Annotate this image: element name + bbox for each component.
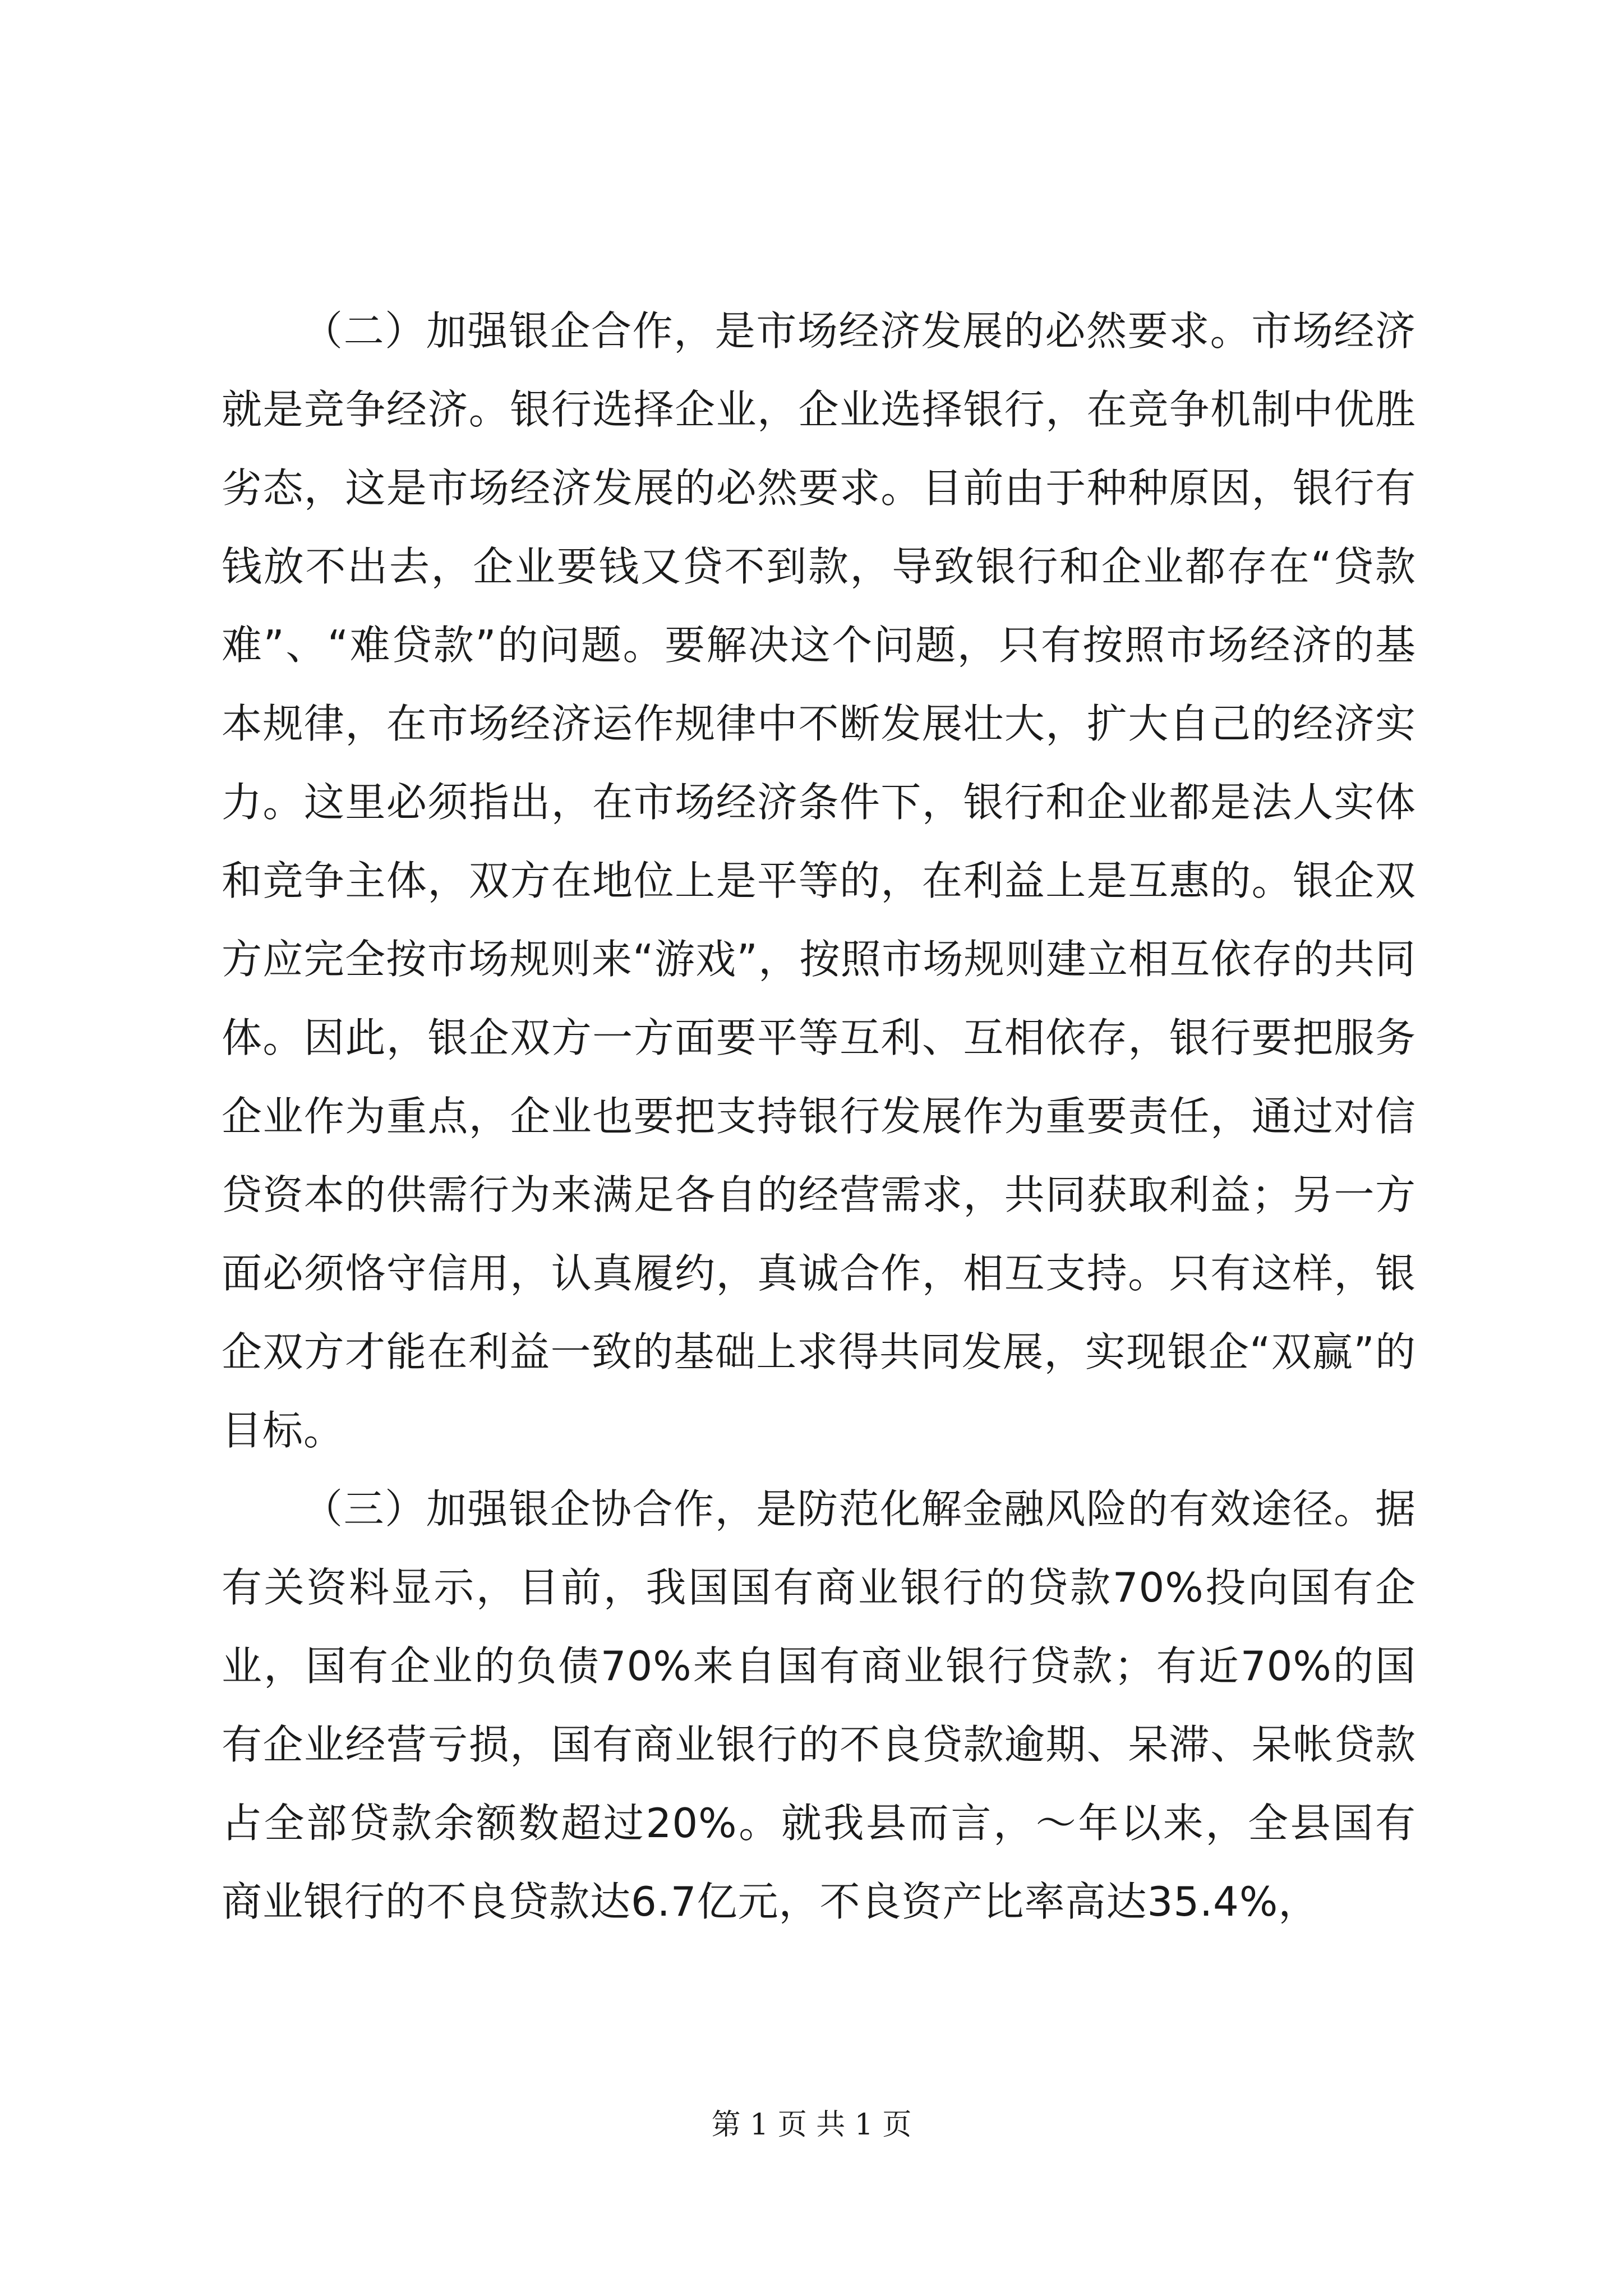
page-footer: 第 1 页 共 1 页 xyxy=(711,2108,912,2142)
document-body xyxy=(222,292,1416,1941)
paragraph-3: （三）加强银企协合作，是防范化解金融风险的有效途径。据有关资料显示，目前，我国国有商业银行的贷款70%投向国有企业，国有企业的负债70%来自国有商业银行贷款；有近70%的国有企业经营亏损，国有商业银行的不良贷款逾期、呆滞、呆帐贷款占全部贷款余额数超过20%。就我县而言，～年以来，全县国有商业银行的不良贷款达6.7亿元，不良资产比率高达35.4%， xyxy=(222,1485,1416,1925)
paragraph-2: （二）加强银企合作，是市场经济发展的必然要求。市场经济就是竞争经济。银行选择企业，企业选择银行，在竞争机制中优胜劣态，这是市场经济发展的必然要求。目前由于种种原因，银行有钱放不出去，企业要钱又贷不到款，导致银行和企业都存在“贷款难”、“难贷款”的问题。要解决这个问题，只有按照市场经济的基本规律，在市场经济运作规律中不断发展壮大，扩大自己的经济实力。这里必须指出，在市场经济条件下，银行和企业都是法人实体和竞争主体，双方在地位上是平等的，在利益上是互惠的。银企双方应完全按市场规则来“游戏”，按照市场规则建立相互依存的共同体。因此，银企双方一方面要平等互利、互相依存，银行要把服务企业作为重点，企业也要把支持银行发展作为重要责任，通过对信贷资本的供需行为来满足各自的经营需求，共同获取利益；另一方面必须恪守信用，认真履约，真诚合作，相互支持。只有这样，银企双方才能在利益一致的基础上求得共同发展，实现银企“双赢”的目标。 xyxy=(222,307,1416,1454)
